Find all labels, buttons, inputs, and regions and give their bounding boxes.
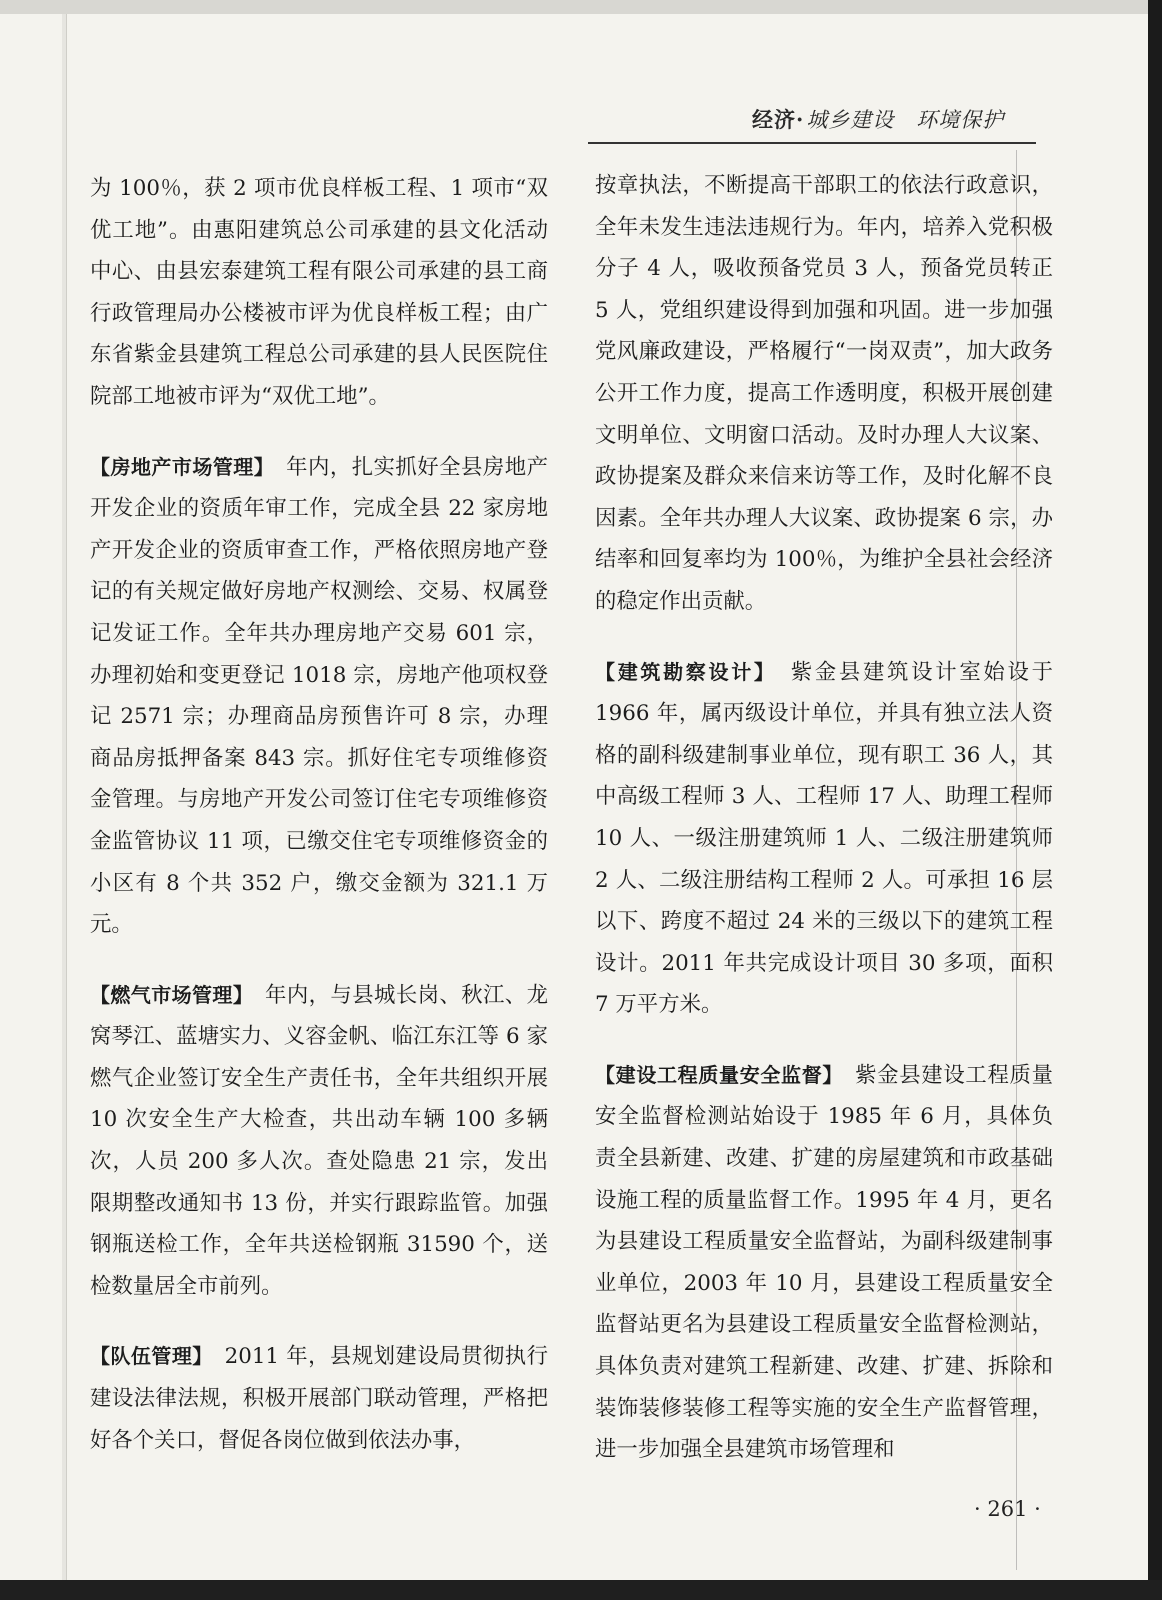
header-section: 经济· [752, 107, 805, 132]
section-team-management [90, 1336, 548, 1461]
header-subsection: 城乡建设 环境保护 [806, 108, 1005, 132]
section-title: 【建设工程质量安全监督】 [595, 1062, 834, 1087]
section-body: 年内，扎实抓好全县房地产开发企业的资质年审工作，完成全县 22 家房地产开发企业的资质审查工作，严格依照房地产登记的有关规定做好房地产权测绘、交易、权属登记发证工作。全年共办理房地产交易 601 宗，办理初始和变更登记 1018 宗，房地产他项权登记 2571 宗；办理商品房预售许可 8 宗，办理商品房抵押备案 843 宗。抓好住宅专项维修资金管理。与房地产开发公司签订住宅专项维修资金监管协议 11 项，已缴交住宅专项维修资金的小区有 8 个共 352 户，缴交金额为 321.1 万元。 [90, 454, 548, 938]
section-body: 年内，与县城长岗、秋江、龙窝琴江、蓝塘实力、义容金帆、临江东江等 6 家燃气企业签订安全生产责任书，全年共组织开展 10 次安全生产大检查，共出动车辆 100 多辆次，人员 200 多人次。查处隐患 21 宗，发出限期整改通知书 13 份，并实行跟踪监管。加强钢瓶送检工作，全年共送检钢瓶 31590 个，送检数量居全市前列。 [90, 982, 548, 1299]
paragraph-continuation: 按章执法，不断提高干部职工的依法行政意识，全年未发生违法违规行为。年内，培养入党积极分子 4 人，吸收预备党员 3 人，预备党员转正 5 人，党组织建设得到加强和巩固。进一步加强党风廉政建设，严格履行“一岗双责”，加大政务公开工作力度，提高工作透明度，积极开展创建文明单位、文明窗口活动。及时办理人大议案、政协提案及群众来信来访等工作，及时化解不良因素。全年共办理人大议案、政协提案 6 宗，办结率和回复率均为 100％，为维护全县社会经济的稳定作出贡献。 [595, 173, 1053, 614]
header-rule [588, 142, 1036, 144]
section-architectural-design [595, 652, 1053, 1026]
section-title: 【房地产市场管理】 [90, 454, 265, 479]
section-body: 2011 年，县规划建设局贯彻执行建设法律法规，积极开展部门联动管理，严格把好各个关口，督促各岗位做到依法办事， [90, 1344, 548, 1453]
scan-edge-right [1148, 0, 1162, 1600]
section-body: 紫金县建设工程质量安全监督检测站始设于 1985 年 6 月，具体负责全县新建、改建、扩建的房屋建筑和市政基础设施工程的质量监督工作。1995 年 4 月，更名为县建设工程质量安全监督站，为副科级建制事业单位，2003 年 10 月，县建设工程质量安全监督站更名为县建设工程质量安全监督检测站，具体负责对建筑工程新建、改建、扩建、拆除和装饰装修装修工程等实施的安全生产监督管理，进一步加强全县建筑市场管理和 [595, 1062, 1053, 1463]
left-column [90, 168, 548, 1461]
scan-edge-top [0, 0, 1162, 14]
scan-edge-bottom [0, 1580, 1162, 1600]
paragraph-continuation: 为 100％，获 2 项市优良样板工程、1 项市“双优工地”。由惠阳建筑总公司承建的县文化活动中心、由县宏泰建筑工程有限公司承建的县工商行政管理局办公楼被市评为优良样板工程；由广东省紫金县建筑工程总公司承建的县人民医院住院部工地被市评为“双优工地”。 [90, 176, 548, 409]
section-body: 紫金县建筑设计室始设于 1966 年，属丙级设计单位，并具有独立法人资格的副科级建制事业单位，现有职工 36 人，其中高级工程师 3 人、工程师 17 人、助理工程师 10 人、一级注册建筑师 1 人、二级注册建筑师 2 人、二级注册结构工程师 2 人。可承担 16 层以下、跨度不超过 24 米的三级以下的建筑工程设计。2011 年共完成设计项目 30 多项，面积 7 万平方米。 [595, 659, 1053, 1018]
running-header [752, 104, 1004, 134]
section-real-estate [90, 447, 548, 946]
section-gas-market [90, 975, 548, 1308]
section-title: 【队伍管理】 [90, 1344, 203, 1369]
right-column [595, 165, 1053, 1471]
section-quality-safety [595, 1055, 1053, 1471]
page-fold-left [62, 14, 67, 1580]
page-number: · 261 · [974, 1497, 1041, 1521]
section-title: 【燃气市场管理】 [90, 982, 244, 1007]
section-title: 【建筑勘察设计】 [595, 659, 767, 684]
